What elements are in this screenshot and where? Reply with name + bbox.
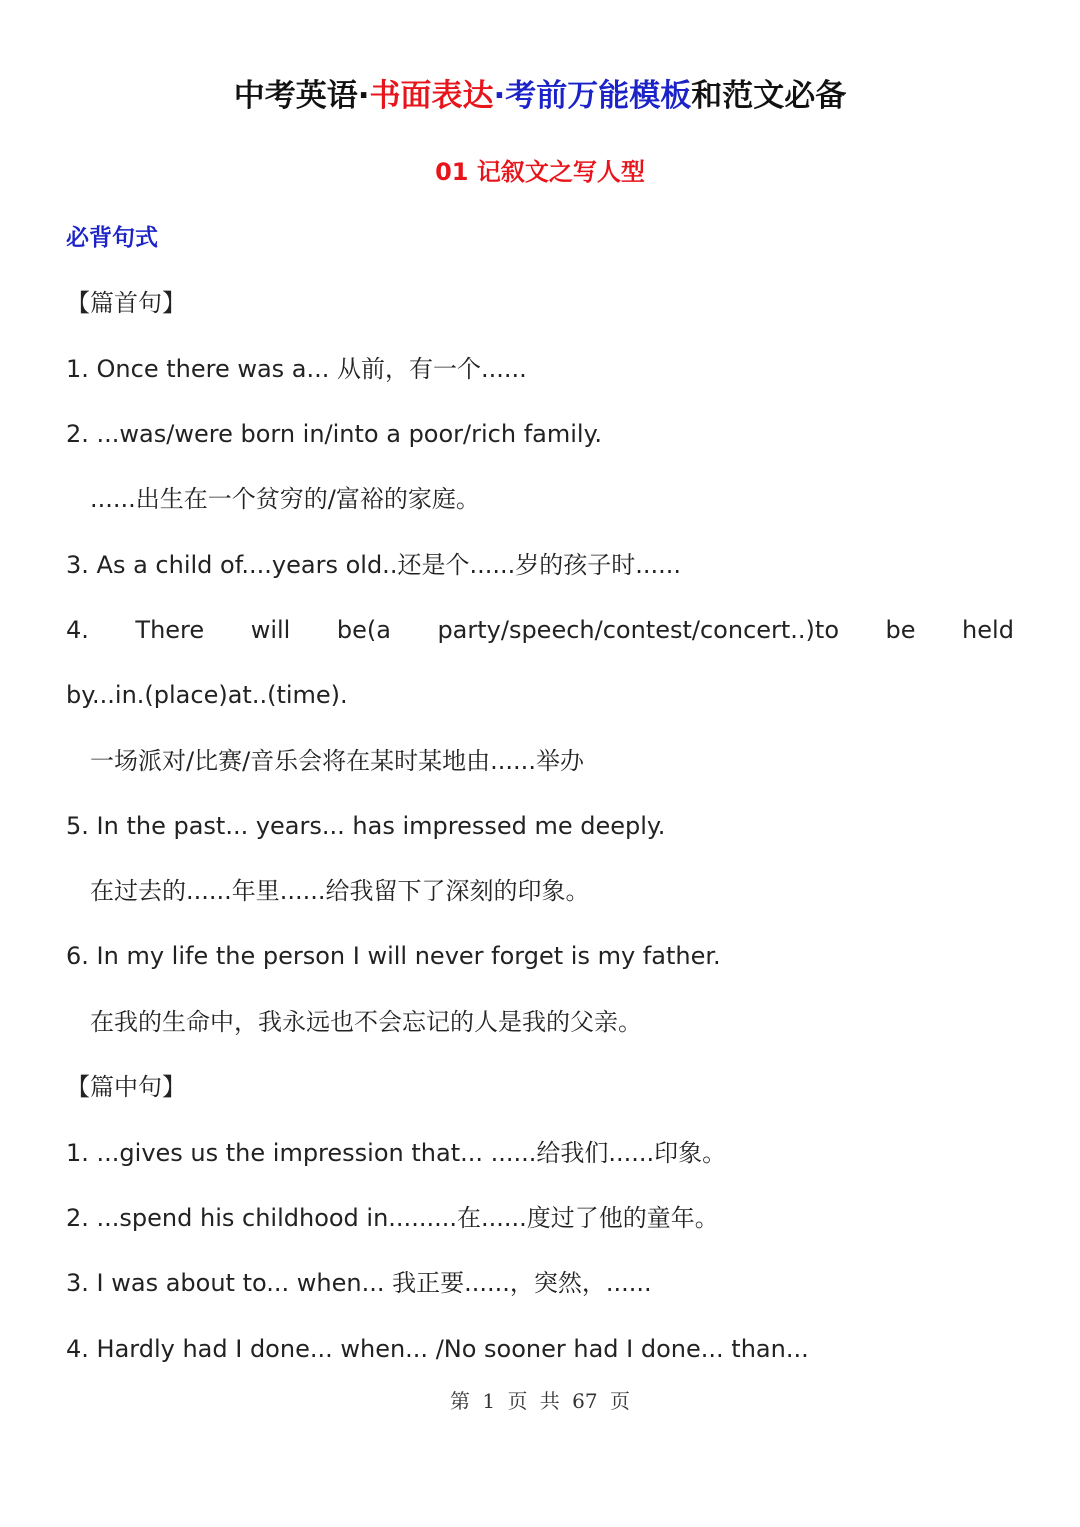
title-part-blue: ·考前万能模板 <box>493 78 692 114</box>
opening-item-4-word: 4. <box>66 616 89 644</box>
opening-item-2: 2. ...was/were born in/into a poor/rich family. <box>66 420 602 448</box>
opening-item-4-translation: 一场派对/比赛/音乐会将在某时某地由......举办 <box>90 747 584 775</box>
opening-sentences-label: 【篇首句】 <box>66 289 186 317</box>
middle-item-4: 4. Hardly had I done... when... /No sooner had I done... than... <box>66 1335 809 1363</box>
opening-item-5: 5. In the past... years... has impressed me deeply. <box>66 812 666 840</box>
title-part-black: 中考英语· <box>233 78 370 114</box>
opening-item-5-translation: 在过去的......年里......给我留下了深刻的印象。 <box>90 877 590 905</box>
opening-item-4-word: will <box>250 616 291 644</box>
middle-sentences-label: 【篇中句】 <box>66 1073 186 1101</box>
section-heading: 必背句式 <box>66 225 158 251</box>
opening-item-6-translation: 在我的生命中，我永远也不会忘记的人是我的父亲。 <box>90 1008 642 1036</box>
page-footer: 第 1 页 共 67 页 <box>450 1389 630 1413</box>
page-title <box>0 72 1080 120</box>
title-part-red: 书面表达 <box>369 78 494 114</box>
title-part-black-end: 和范文必备 <box>691 78 847 114</box>
opening-item-3: 3. As a child of....years old..还是个......岁的孩子时...... <box>66 551 681 579</box>
middle-item-1: 1. ...gives us the impression that... ......给我们......印象。 <box>66 1139 727 1167</box>
opening-item-6: 6. In my life the person I will never forget is my father. <box>66 942 721 970</box>
opening-item-2-translation: ......出生在一个贫穷的/富裕的家庭。 <box>90 485 480 513</box>
opening-item-4-word: held <box>962 616 1014 644</box>
opening-item-4-word: be <box>885 616 916 644</box>
opening-item-4 <box>66 612 1014 648</box>
section-subtitle: 01 记叙文之写人型 <box>435 158 645 186</box>
opening-item-1: 1. Once there was a... 从前，有一个...... <box>66 355 527 383</box>
opening-item-4-word: There <box>135 616 205 644</box>
opening-item-4-word: party/speech/contest/concert..)to <box>437 616 840 644</box>
opening-item-4-word: be(a <box>336 616 391 644</box>
middle-item-3: 3. I was about to... when... 我正要......，突然，...... <box>66 1269 652 1297</box>
opening-item-4-continued: by...in.(place)at..(time). <box>66 681 348 709</box>
middle-item-2: 2. ...spend his childhood in.........在......度过了他的童年。 <box>66 1204 719 1232</box>
